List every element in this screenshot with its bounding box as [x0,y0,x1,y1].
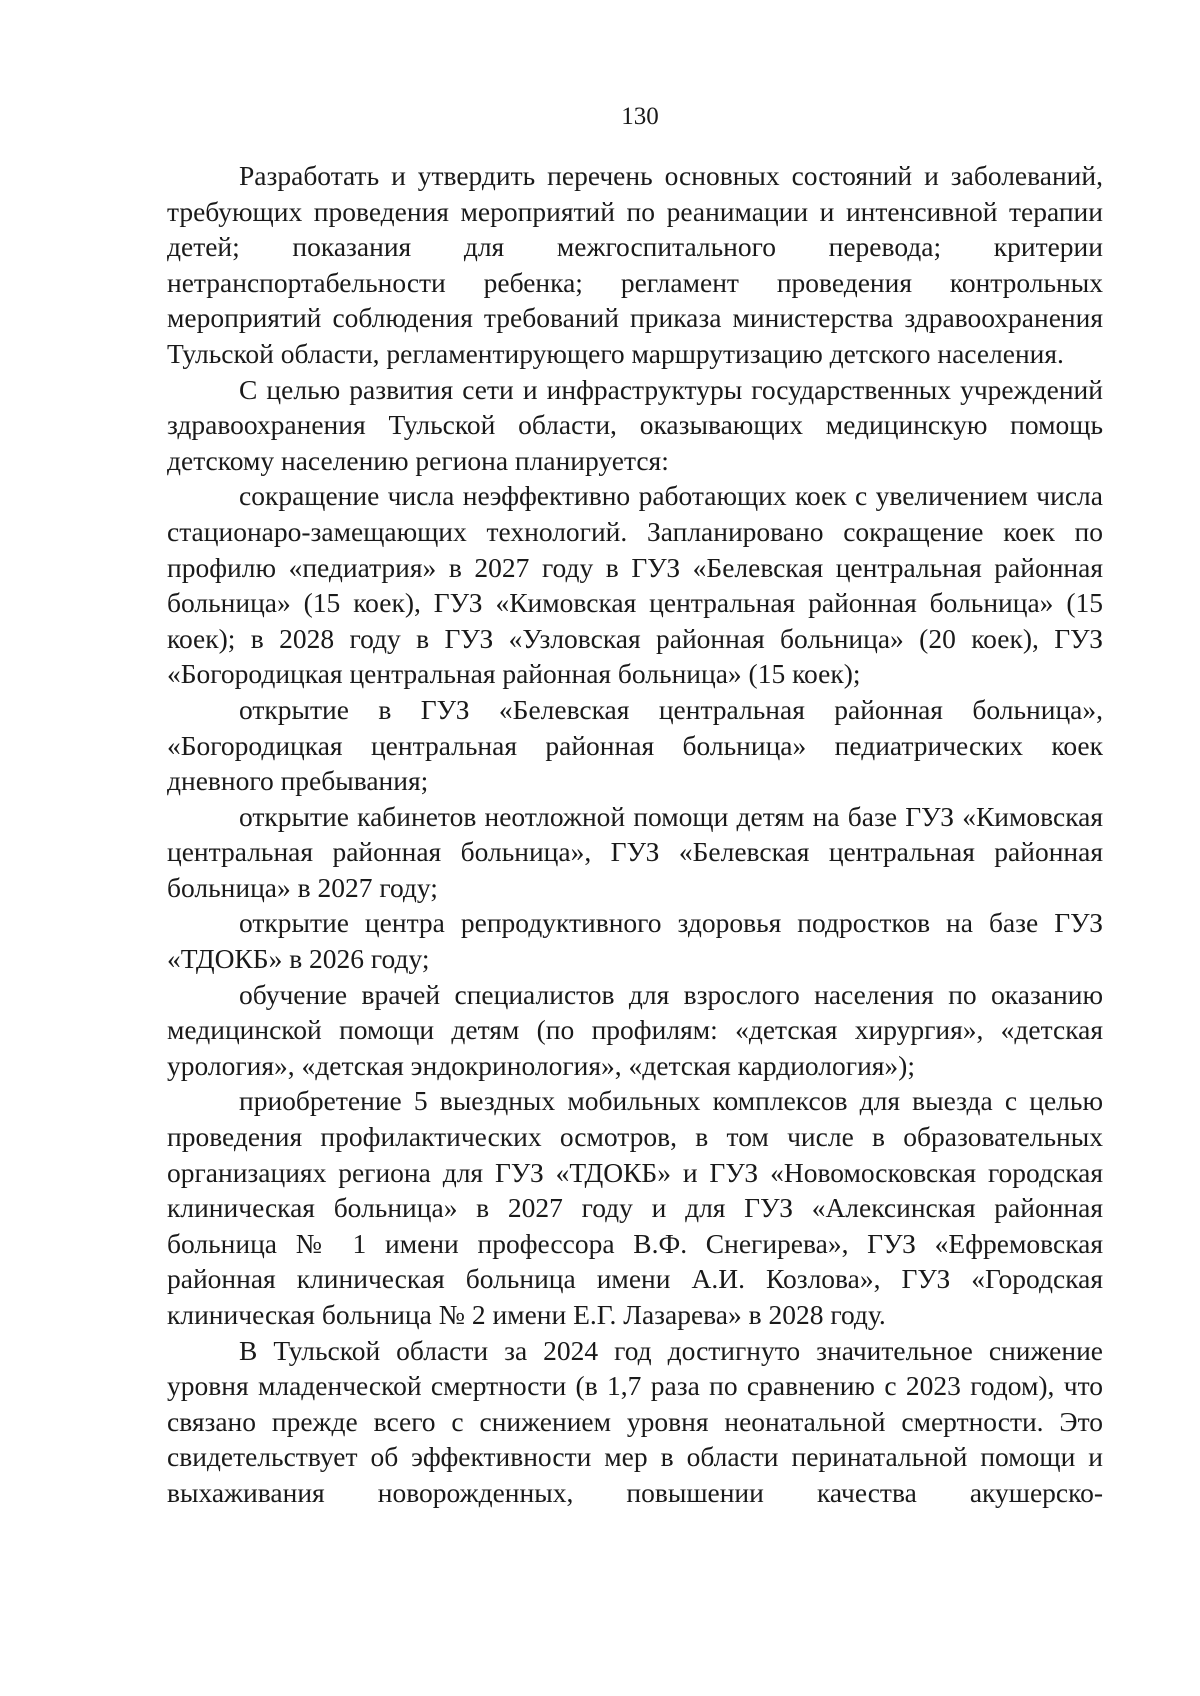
list-item-mobile-complexes: приобретение 5 выездных мобильных комплексов для выезда с целью проведения профилактических осмотров, в том числе в образовательных организациях региона для ГУЗ «ТДОКБ» и ГУЗ «Новомосковская городская клиническая больница» в 2027 году и для ГУЗ «Алексинская районная больница № 1 имени профессора В.Ф. Снегирева», ГУЗ «Ефремовская районная клиническая больница имени А.И. Козлова», ГУЗ «Городская клиническая больница № 2 имени Е.Г. Лазарева» в 2028 году. [167,1085,1103,1330]
list-item-doctor-training: обучение врачей специалистов для взрослого населения по оказанию медицинской помощи детям (по профилям: «детская хирургия», «детская урология», «детская эндокринология», «детская кардиология»); [167,978,1103,1081]
paragraph-network-development: С целью развития сети и инфраструктуры государственных учреждений здравоохранения Тульской области, оказывающих медицинскую помощь детскому населению региона планируется: [167,373,1103,476]
list-item-day-beds: открытие в ГУЗ «Белевская центральная районная больница», «Богородицкая центральная районная больница» педиатрических коек дневного пребывания; [167,693,1103,797]
page-number: 130 [621,103,659,130]
paragraph-infant-mortality: В Тульской области за 2024 год достигнуто значительное снижение уровня младенческой смертности (в 1,7 раза по сравнению с 2023 годом), что связано прежде всего с снижением уровня неонатальной смертности. Это свидетельствует об эффективности мер в области перинатальной помощи и выхаживания новорожденных, повышении качества акушерско- [167,1334,1103,1508]
document-body [167,158,1103,1511]
list-item-reproductive-center: открытие центра репродуктивного здоровья подростков на базе ГУЗ «ТДОКБ» в 2026 году; [167,907,1103,975]
list-item-bed-reduction: сокращение числа неэффективно работающих коек с увеличением числа стационаро-замещающих технологий. Запланировано сокращение коек по профилю «педиатрия» в 2027 году в ГУЗ «Белевская центральная районная больница» (15 коек), ГУЗ «Кимовская центральная районная больница» (15 коек); в 2028 году в ГУЗ «Узловская районная больница» (20 коек), ГУЗ «Богородицкая центральная районная больница» (15 коек); [167,480,1103,690]
list-item-emergency-rooms: открытие кабинетов неотложной помощи детям на базе ГУЗ «Кимовская центральная районная больница», ГУЗ «Белевская центральная районная больница» в 2027 году; [167,800,1103,903]
paragraph-intensive-care-list: Разработать и утвердить перечень основных состояний и заболеваний, требующих проведения мероприятий по реанимации и интенсивной терапии детей; показания для межгоспитального перевода; критерии нетранспортабельности ребенка; регламент проведения контрольных мероприятий соблюдения требований приказа министерства здравоохранения Тульской области, регламентирующего маршрутизацию детского населения. [167,160,1103,369]
